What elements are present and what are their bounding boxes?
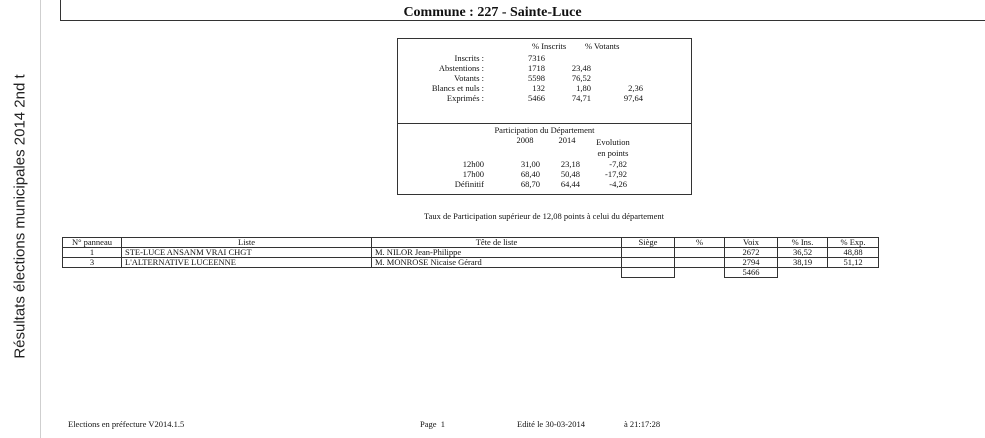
footer-page-number: 1 <box>440 419 446 429</box>
results-header-row <box>63 238 879 248</box>
header-tete-de-liste: Tête de liste <box>372 238 622 248</box>
cell-voix: 2794 <box>725 258 778 268</box>
stat-value: 1718 <box>528 63 545 73</box>
stats-divider <box>398 123 691 124</box>
participation-footnote: Taux de Participation supérieur de 12,08 points à celui du département <box>424 211 664 221</box>
stat-pct-votants: 97,64 <box>623 93 643 103</box>
participation-2014-value: 23,18 <box>560 159 580 169</box>
total-siege <box>622 268 675 278</box>
stat-value: 5466 <box>528 93 545 103</box>
cell-liste: L'ALTERNATIVE LUCEENNE <box>122 258 372 268</box>
stat-pct-inscrits: 23,48 <box>571 63 591 73</box>
header-siege: Siège <box>622 238 675 248</box>
header-pct-exp: % Exp. <box>828 238 879 248</box>
stat-label: Inscrits : <box>454 53 484 63</box>
footer-page <box>420 419 445 429</box>
cell-panneau: 3 <box>63 258 122 268</box>
cell-pct-exp: 48,88 <box>828 248 879 258</box>
cell-liste: STE-LUCE ANSANM VRAI CHGT <box>122 248 372 258</box>
header-pct-ins: % Ins. <box>778 238 828 248</box>
participation-2014-value: 64,44 <box>560 179 580 189</box>
participation-col-2014: 2014 <box>558 135 576 145</box>
participation-evolution-value: -17,92 <box>605 169 627 179</box>
participation-2014-value: 50,48 <box>560 169 580 179</box>
participation-2008-value: 68,40 <box>520 169 540 179</box>
footer-page-label: Page <box>420 419 437 429</box>
stat-label: Votants : <box>454 73 484 83</box>
header-panneau: N° panneau <box>63 238 122 248</box>
cell-pct-exp: 51,12 <box>828 258 879 268</box>
participation-row-label: 12h00 <box>462 159 484 169</box>
cell-siege <box>622 248 675 258</box>
cell-panneau: 1 <box>63 248 122 258</box>
cell-tete-de-liste: M. MONROSE Nicaise Gérard <box>372 258 622 268</box>
cell-pct <box>675 258 725 268</box>
stat-pct-votants: 2,36 <box>628 83 643 93</box>
table-row <box>63 248 879 258</box>
cell-voix: 2672 <box>725 248 778 258</box>
commune-title: Commune : 227 - Sainte-Luce <box>403 5 582 20</box>
stat-value: 5598 <box>528 73 545 83</box>
footer-software: Elections en préfecture V2014.1.5 <box>68 419 185 429</box>
stat-pct-inscrits: 74,71 <box>571 93 591 103</box>
stat-value: 7316 <box>528 53 545 63</box>
col-header-pct-votants: % Votants <box>585 41 620 51</box>
cell-pct <box>675 248 725 258</box>
stat-pct-inscrits: 76,52 <box>571 73 591 83</box>
cell-pct-ins: 38,19 <box>778 258 828 268</box>
stat-label: Exprimés : <box>446 93 484 103</box>
footer-edited: Edité le 30-03-2014 <box>517 419 585 429</box>
table-row <box>63 258 879 268</box>
results-table <box>62 237 879 278</box>
header-voix: Voix <box>725 238 778 248</box>
participation-col-2008: 2008 <box>516 135 534 145</box>
participation-col-evolution: Evolution <box>596 137 630 147</box>
participation-2008-value: 68,70 <box>520 179 540 189</box>
cell-tete-de-liste: M. NILOR Jean-Philippe <box>372 248 622 258</box>
footer-time: à 21:17:28 <box>624 419 661 429</box>
cell-pct-ins: 36,52 <box>778 248 828 258</box>
participation-title: Participation du Département <box>494 125 595 135</box>
header-liste: Liste <box>122 238 372 248</box>
participation-evolution-value: -4,26 <box>609 179 627 189</box>
total-voix: 5466 <box>725 268 778 278</box>
participation-row-label: 17h00 <box>462 169 484 179</box>
participation-evolution-value: -7,82 <box>609 159 627 169</box>
header-pct: % <box>675 238 725 248</box>
stat-pct-inscrits: 1,80 <box>576 83 591 93</box>
participation-2008-value: 31,00 <box>520 159 540 169</box>
stat-value: 132 <box>532 83 545 93</box>
stats-box <box>397 38 692 195</box>
sidebar-title: Résultats élections municipales 2014 2nd t <box>11 74 29 359</box>
stat-label: Blancs et nuls : <box>431 83 484 93</box>
participation-col-evolution-unit: en points <box>597 148 629 158</box>
stat-label: Abstentions : <box>438 63 484 73</box>
cell-siege <box>622 258 675 268</box>
totals-row <box>63 268 879 278</box>
col-header-pct-inscrits: % Inscrits <box>532 41 567 51</box>
participation-row-label: Définitif <box>454 179 484 189</box>
